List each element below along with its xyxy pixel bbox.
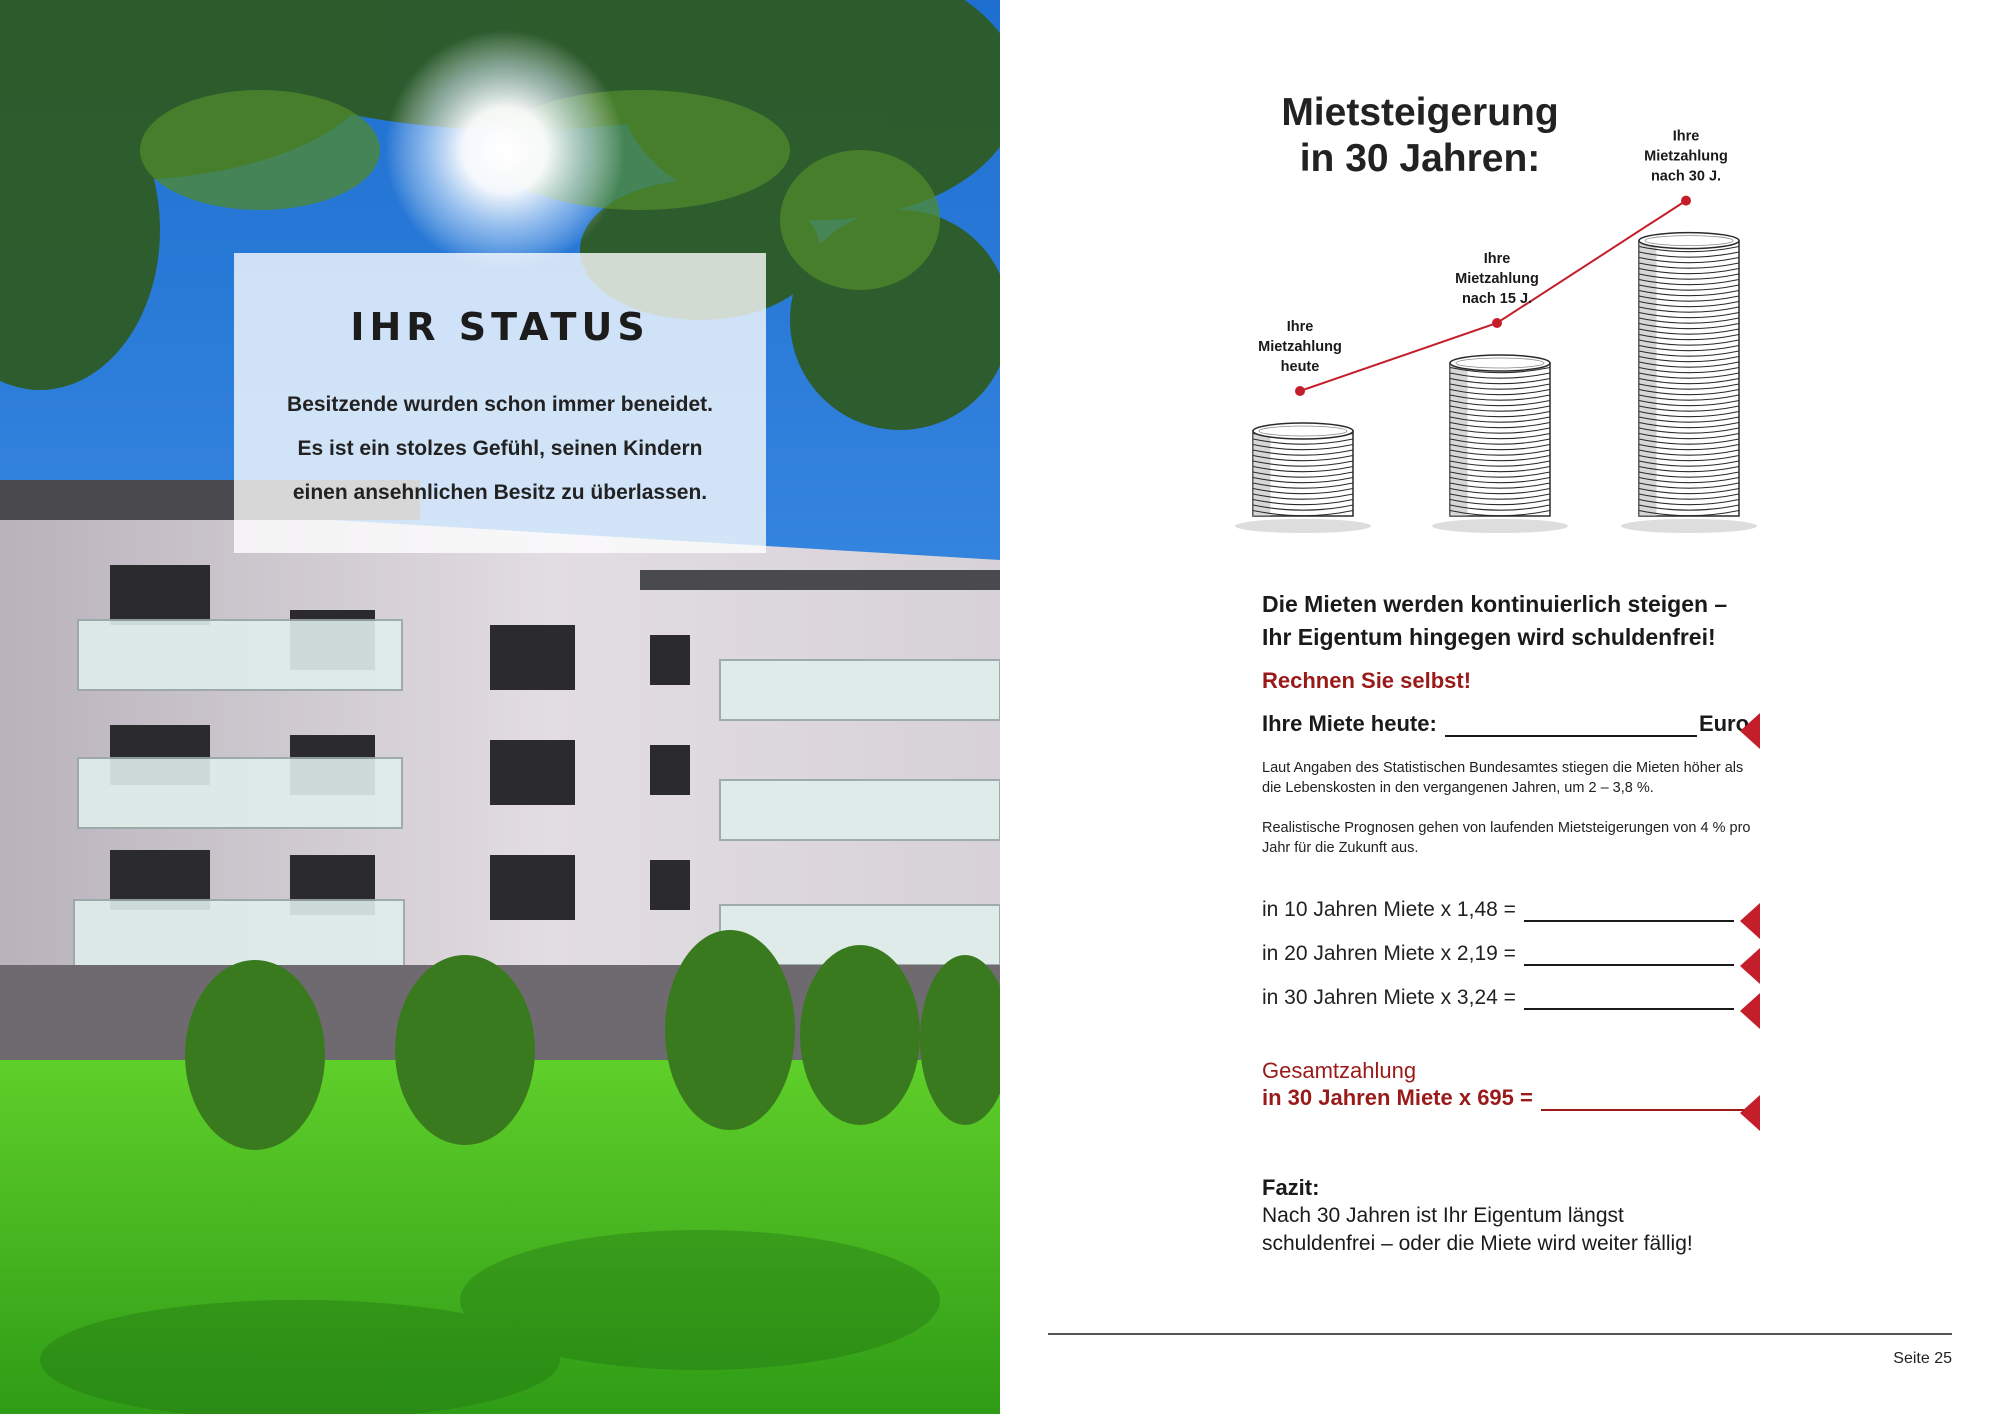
total-blank[interactable] <box>1541 1089 1756 1111</box>
calc-row-30 <box>1262 986 1736 1010</box>
calc-blank[interactable] <box>1524 988 1734 1010</box>
heading-line: Die Mieten werden kontinuierlich steigen – <box>1262 591 1728 617</box>
stack-label: heute <box>1280 359 1320 375</box>
stack-label: nach 15 J. <box>1461 291 1533 307</box>
arrow-marker-icon <box>1740 903 1760 939</box>
arrow-marker-icon <box>1740 948 1760 984</box>
rent-today-unit: Euro <box>1698 711 1750 736</box>
chart-title-line: Mietsteigerung <box>1281 91 1559 134</box>
status-line: Besitzende wurden schon immer beneidet. <box>287 393 713 416</box>
trend-point <box>1492 318 1502 328</box>
fazit-line: Nach 30 Jahren ist Ihr Eigentum längst <box>1262 1204 1624 1227</box>
main-heading <box>1262 588 1782 654</box>
status-box <box>234 253 766 553</box>
status-line: einen ansehnlichen Besitz zu überlassen. <box>292 481 708 504</box>
stack-label: Mietzahlung <box>1455 271 1539 287</box>
arrow-marker-icon <box>1740 993 1760 1029</box>
calc-blank[interactable] <box>1524 900 1734 922</box>
trend-point <box>1681 196 1691 206</box>
arrow-marker-icon <box>1740 1095 1760 1131</box>
rent-increase-chart <box>1000 0 2000 560</box>
stack-label: Ihre <box>1483 251 1511 267</box>
stack-label: Mietzahlung <box>1644 148 1728 165</box>
calc-row-10 <box>1262 898 1736 922</box>
heading-line: Ihr Eigentum hingegen wird schuldenfrei! <box>1262 624 1716 650</box>
fazit-line: schuldenfrei – oder die Miete wird weiter fällig! <box>1262 1232 1693 1255</box>
trend-point <box>1295 386 1305 396</box>
coin-stack-bar <box>1621 233 1757 533</box>
rent-today-row <box>1262 711 1749 737</box>
stack-label: Mietzahlung <box>1258 339 1342 355</box>
status-line: Es ist ein stolzes Gefühl, seinen Kindern <box>297 437 703 460</box>
rent-today-label: Ihre Miete heute: <box>1262 711 1437 736</box>
footer-divider <box>1048 1333 1952 1335</box>
stack-label: Ihre <box>1286 319 1314 335</box>
calc-label: in 30 Jahren Miete x 3,24 = <box>1262 986 1516 1009</box>
coin-stack-bar <box>1432 355 1568 533</box>
fazit-text <box>1262 1202 1722 1258</box>
calc-intro: Rechnen Sie selbst! <box>1262 668 1472 693</box>
stack-label: Ihre <box>1672 128 1700 145</box>
calc-blank[interactable] <box>1524 944 1734 966</box>
chart-title-line: in 30 Jahren: <box>1299 137 1541 180</box>
page-number: Seite 25 <box>1893 1350 1952 1367</box>
total-calc-row <box>1262 1085 1758 1111</box>
total-calc-label: in 30 Jahren Miete x 695 = <box>1262 1085 1533 1110</box>
calc-label: in 10 Jahren Miete x 1,48 = <box>1262 898 1516 921</box>
status-title: IHR STATUS <box>350 305 650 349</box>
calc-row-20 <box>1262 942 1736 966</box>
arrow-marker-icon <box>1740 713 1760 749</box>
note-text: Laut Angaben des Statistischen Bundesamtes stiegen die Mieten höher als die Lebenskosten in den vergangenen Jahren, um 2 – 3,8 %. <box>1262 760 1744 796</box>
info-page <box>1000 0 2000 1414</box>
fazit-heading: Fazit: <box>1262 1175 1320 1200</box>
coin-stack-bar <box>1235 423 1371 533</box>
rent-today-blank[interactable] <box>1445 713 1697 737</box>
calc-label: in 20 Jahren Miete x 2,19 = <box>1262 942 1516 965</box>
total-label: Gesamtzahlung <box>1262 1058 1417 1083</box>
note-text: Realistische Prognosen gehen von laufenden Mietsteigerungen von 4 % pro Jahr für die Zukunft aus. <box>1262 820 1751 856</box>
stack-label: nach 30 J. <box>1650 168 1722 185</box>
status-text <box>264 383 736 515</box>
